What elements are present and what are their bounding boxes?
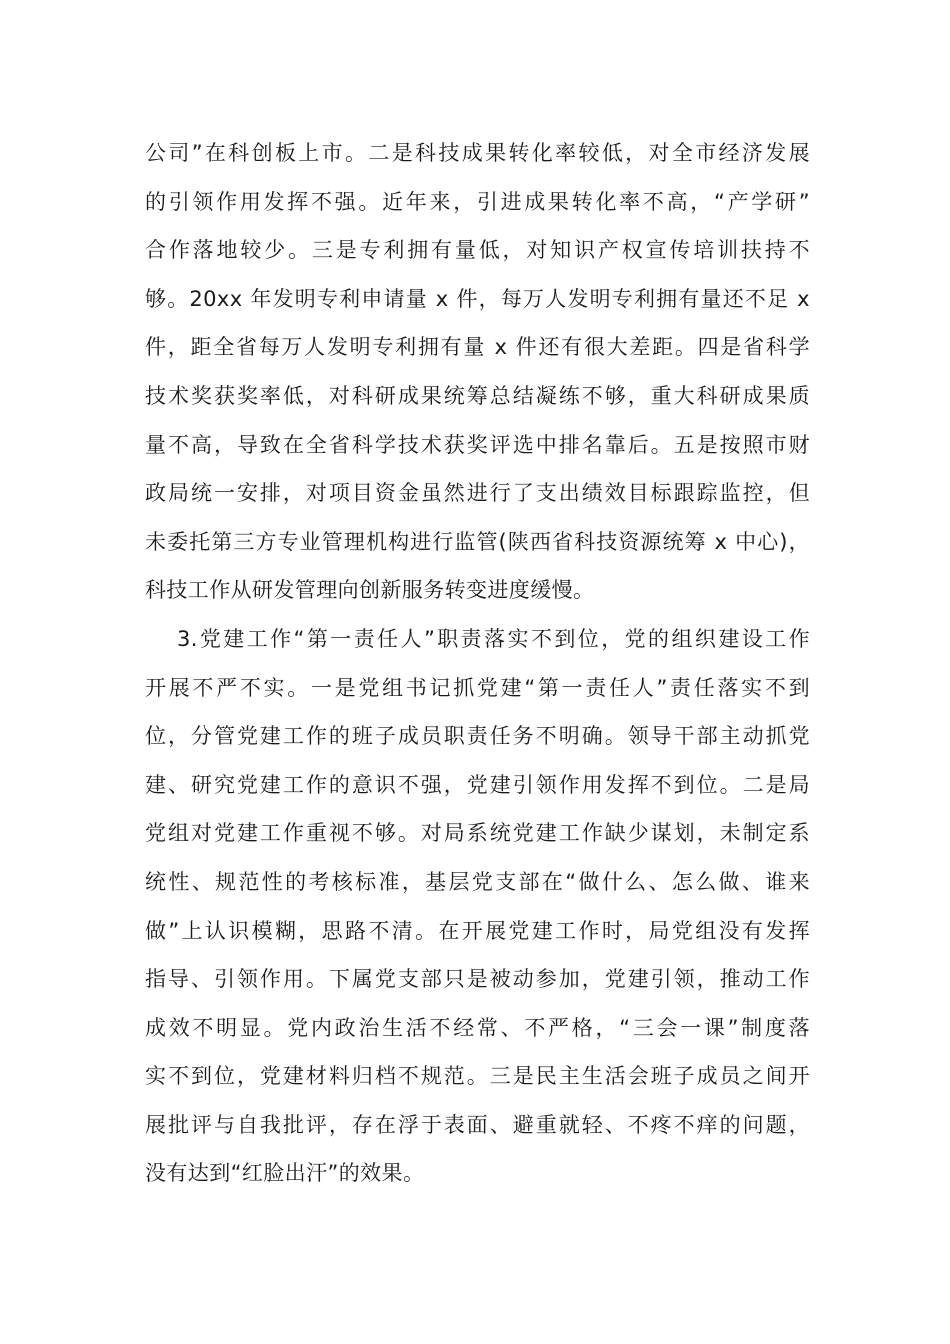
text-line: 党组对党建工作重视不够。对局系统党建工作缺少谋划，未制定系: [145, 821, 810, 846]
text-line: 实不到位，党建材料归档不规范。三是民主生活会班子成员之间开: [145, 1064, 810, 1089]
text-line: 政局统一安排，对项目资金虽然进行了支出绩效目标跟踪监控，但: [145, 481, 810, 506]
text-line: 3.党建工作“第一责任人”职责落实不到位，党的组织建设工作: [177, 626, 810, 651]
text-line: 够。20xx 年发明专利申请量 x 件，每万人发明专利拥有量还不足 x: [145, 286, 810, 311]
text-line: 建、研究党建工作的意识不强，党建引领作用发挥不到位。二是局: [145, 772, 810, 797]
text-line: 做”上认识模糊，思路不清。在开展党建工作时，局党组没有发挥: [145, 918, 810, 943]
text-line: 技术奖获奖率低，对科研成果统筹总结凝练不够，重大科研成果质: [145, 383, 810, 408]
text-line: 没有达到“红脸出汗”的效果。: [145, 1161, 425, 1186]
text-line: 展批评与自我批评，存在浮于表面、避重就轻、不疼不痒的问题，: [145, 1112, 810, 1137]
text-line: 量不高，导致在全省科学技术获奖评选中排名靠后。五是按照市财: [145, 432, 810, 457]
text-line: 指导、引领作用。下属党支部只是被动参加，党建引领，推动工作: [145, 967, 810, 992]
text-line: 成效不明显。党内政治生活不经常、不严格，“三会一课”制度落: [145, 1015, 810, 1040]
text-line: 的引领作用发挥不强。近年来，引进成果转化率不高，“产学研”: [145, 189, 810, 214]
text-line: 统性、规范性的考核标准，基层党支部在“做什么、怎么做、谁来: [145, 869, 810, 894]
text-line: 件，距全省每万人发明专利拥有量 x 件还有很大差距。四是省科学: [145, 335, 810, 360]
paragraph-tech-issues: [145, 129, 810, 615]
text-line: 位，分管党建工作的班子成员职责任务不明确。领导干部主动抓党: [145, 724, 810, 749]
text-line: 公司”在科创板上市。二是科技成果转化率较低，对全市经济发展: [145, 141, 810, 165]
text-line: 未委托第三方专业管理机构进行监管(陕西省科技资源统筹 x 中心)，: [145, 529, 810, 554]
document-body: [145, 129, 810, 1198]
text-line: 开展不严不实。一是党组书记抓党建“第一责任人”责任落实不到: [145, 675, 810, 700]
text-line: 合作落地较少。三是专利拥有量低，对知识产权宣传培训扶持不: [145, 238, 810, 263]
text-line: 科技工作从研发管理向创新服务转变进度缓慢。: [145, 578, 595, 603]
paragraph-party-building: [145, 615, 810, 1198]
